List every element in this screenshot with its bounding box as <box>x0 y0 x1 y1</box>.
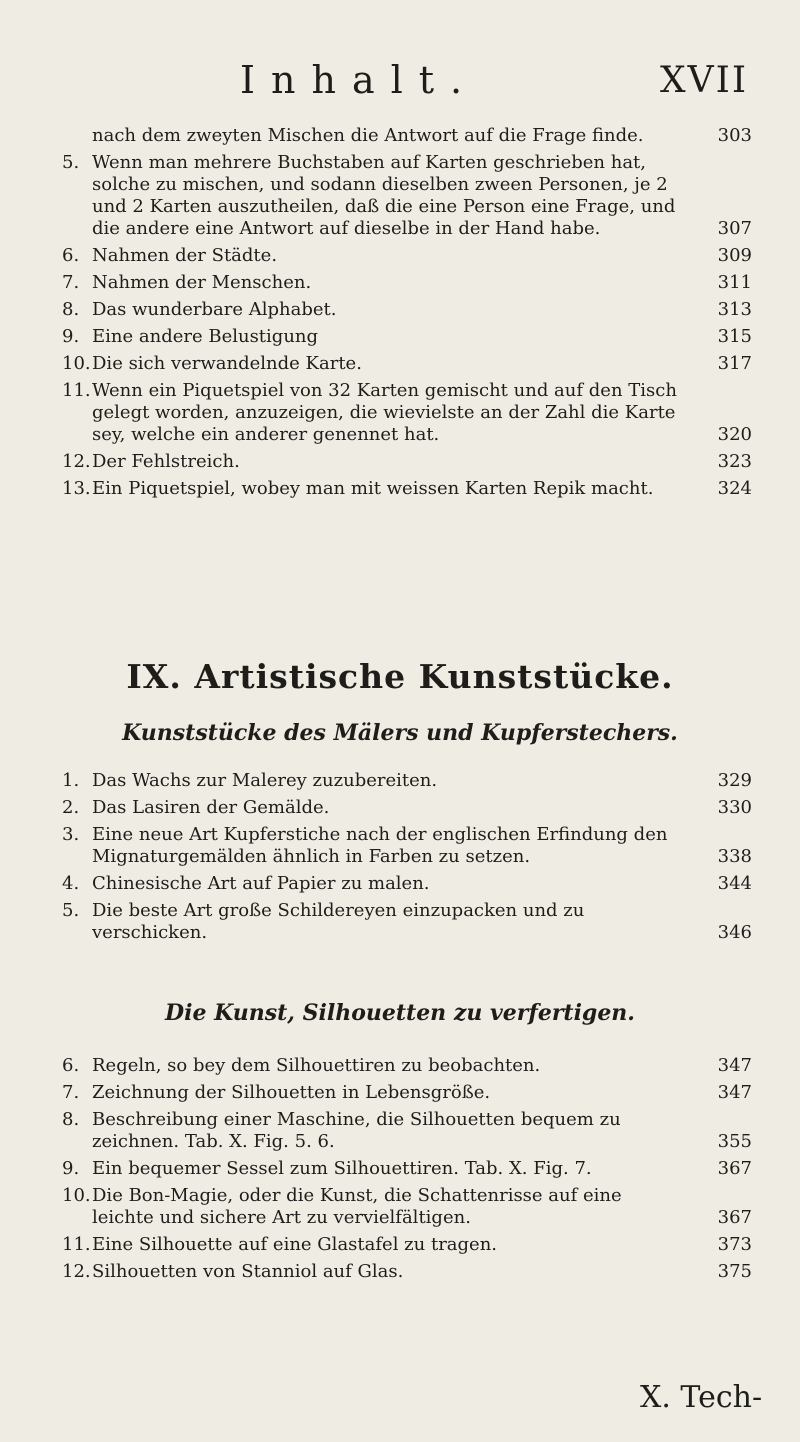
page-header <box>0 58 800 108</box>
entry-number: 8. <box>62 1109 80 1130</box>
toc-entry <box>62 380 752 446</box>
entry-number: 9. <box>62 326 80 347</box>
entry-number: 12. <box>62 1261 91 1282</box>
toc-entry <box>62 125 752 147</box>
toc-entry <box>62 451 752 473</box>
entry-page: 324 <box>717 478 752 499</box>
entry-page: 355 <box>717 1131 752 1152</box>
entry-page: 346 <box>717 922 752 943</box>
entry-title: Wenn man mehrere Buchstaben auf Karten geschrieben hat, solche zu mischen, und sodann dieselben zween Personen, je 2 und 2 Karten auszutheilen, daß die eine Person eine Frage, und die andere eine Antwort auf dieselbe in der Hand habe. <box>92 152 676 239</box>
entry-page: 367 <box>717 1158 752 1179</box>
entry-number: 6. <box>62 245 80 266</box>
toc-entry <box>62 353 752 375</box>
entry-title: Beschreibung einer Maschine, die Silhouetten bequem zu zeichnen. Tab. X. Fig. 5. 6. <box>92 1109 621 1152</box>
entry-title: Nahmen der Städte. <box>92 245 278 266</box>
entry-page: 375 <box>717 1261 752 1282</box>
entry-title: Eine neue Art Kupferstiche nach der englischen Erfindung den Mignaturgemälden ähnlich in Farben zu setzen. <box>92 824 668 867</box>
toc-entry <box>62 1055 752 1077</box>
entry-title: Das Wachs zur Malerey zuzubereiten. <box>92 770 438 791</box>
toc-entry <box>62 1109 752 1153</box>
entry-page: 313 <box>717 299 752 320</box>
entry-page: 320 <box>717 424 752 445</box>
entry-title: Wenn ein Piquetspiel von 32 Karten gemischt und auf den Tisch gelegt worden, anzuzeigen, die wievielste an der Zahl die Karte sey, welche ein anderer genennet hat. <box>92 380 677 445</box>
toc-entry <box>62 1082 752 1104</box>
entry-page: 330 <box>717 797 752 818</box>
toc-entry <box>62 478 752 500</box>
section-heading-silhouettes: Die Kunst, Silhouetten zu verfertigen. <box>165 1000 635 1026</box>
entry-page: 323 <box>717 451 752 472</box>
running-title: Inhalt. <box>240 58 479 102</box>
entry-number: 9. <box>62 1158 80 1179</box>
entry-number: 11. <box>62 380 91 401</box>
entry-number: 2. <box>62 797 80 818</box>
entry-page: 309 <box>717 245 752 266</box>
entry-number: 3. <box>62 824 80 845</box>
entry-page: 317 <box>717 353 752 374</box>
entry-title: Die Bon-Magie, oder die Kunst, die Schattenrisse auf eine leichte und sichere Art zu vervielfältigen. <box>92 1185 622 1228</box>
entry-page: 307 <box>717 218 752 239</box>
chapter-heading: IX. Artistische Kunststücke. <box>126 657 674 696</box>
entry-number: 4. <box>62 873 80 894</box>
entry-title: Die sich verwandelnde Karte. <box>92 353 362 374</box>
entry-page: 344 <box>717 873 752 894</box>
entry-number: 5. <box>62 152 80 173</box>
entry-number: 6. <box>62 1055 80 1076</box>
entry-title: Das Lasiren der Gemälde. <box>92 797 330 818</box>
entry-page: 311 <box>717 272 752 293</box>
toc-entry <box>62 272 752 294</box>
toc-section-silhouettes <box>62 1055 752 1283</box>
entry-number: 10. <box>62 1185 91 1206</box>
section-heading-painter: Kunststücke des Mälers und Kupferstechers. <box>122 720 678 746</box>
entry-title: Nahmen der Menschen. <box>92 272 312 293</box>
page-number: XVII <box>660 60 749 101</box>
toc-entry <box>62 824 752 868</box>
entry-number: 12. <box>62 451 91 472</box>
entry-title: Eine Silhouette auf eine Glastafel zu tragen. <box>92 1234 498 1255</box>
toc-entry <box>62 1185 752 1229</box>
entry-title: Das wunderbare Alphabet. <box>92 299 337 320</box>
entry-title: Eine andere Belustigung <box>92 326 319 347</box>
toc-entry <box>62 245 752 267</box>
toc-entry <box>62 873 752 895</box>
entry-page: 329 <box>717 770 752 791</box>
entry-number: 7. <box>62 272 80 293</box>
toc-entry <box>62 900 752 944</box>
entry-number: 1. <box>62 770 80 791</box>
toc-entry <box>62 770 752 792</box>
toc-section-painter <box>62 770 752 944</box>
entry-title: Silhouetten von Stanniol auf Glas. <box>92 1261 404 1282</box>
toc-entry <box>62 1158 752 1180</box>
toc-entry <box>62 299 752 321</box>
catchword: X. Tech- <box>640 1380 763 1415</box>
entry-number: 10. <box>62 353 91 374</box>
entry-title: Regeln, so bey dem Silhouettiren zu beobachten. <box>92 1055 541 1076</box>
entry-title: Ein Piquetspiel, wobey man mit weissen Karten Repik macht. <box>92 478 654 499</box>
toc-entry <box>62 797 752 819</box>
entry-page: 315 <box>717 326 752 347</box>
entry-number: 5. <box>62 900 80 921</box>
toc-section-card-tricks <box>62 125 752 500</box>
entry-number: 8. <box>62 299 80 320</box>
entry-title: Der Fehlstreich. <box>92 451 240 472</box>
entry-page: 338 <box>717 846 752 867</box>
toc-entry <box>62 152 752 240</box>
entry-page: 367 <box>717 1207 752 1228</box>
toc-entry <box>62 1234 752 1256</box>
entry-page: 373 <box>717 1234 752 1255</box>
entry-title: nach dem zweyten Mischen die Antwort auf die Frage finde. <box>92 125 644 146</box>
entry-title: Chinesische Art auf Papier zu malen. <box>92 873 430 894</box>
entry-title: Die beste Art große Schildereyen einzupacken und zu verschicken. <box>92 900 585 943</box>
entry-page: 347 <box>717 1055 752 1076</box>
toc-entry <box>62 326 752 348</box>
entry-page: 347 <box>717 1082 752 1103</box>
entry-number: 7. <box>62 1082 80 1103</box>
entry-page: 303 <box>717 125 752 146</box>
toc-entry <box>62 1261 752 1283</box>
entry-title: Zeichnung der Silhouetten in Lebensgröße. <box>92 1082 491 1103</box>
entry-number: 13. <box>62 478 91 499</box>
entry-title: Ein bequemer Sessel zum Silhouettiren. Tab. X. Fig. 7. <box>92 1158 592 1179</box>
entry-number: 11. <box>62 1234 91 1255</box>
